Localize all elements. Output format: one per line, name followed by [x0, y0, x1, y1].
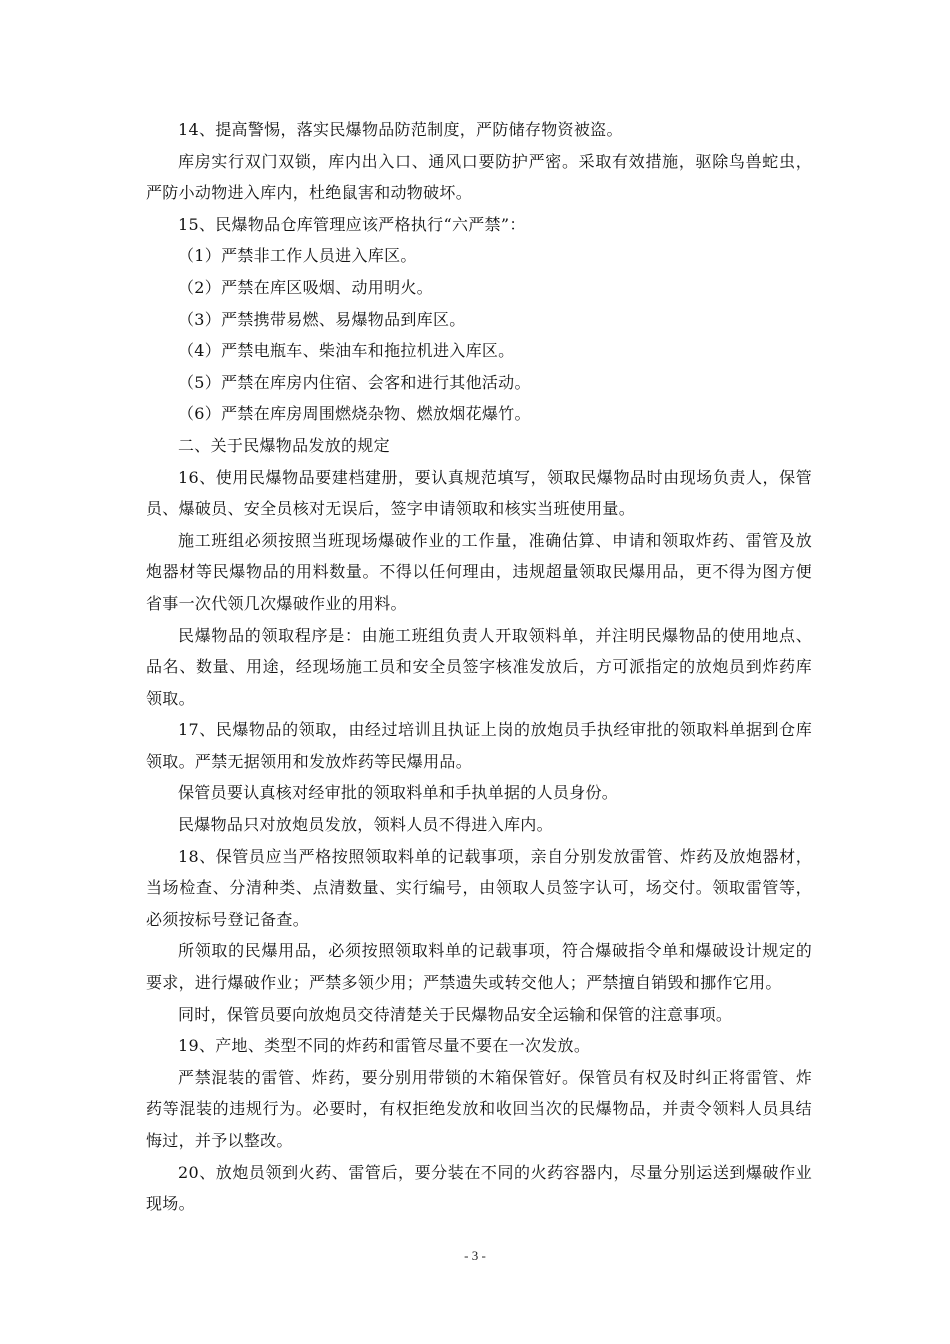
document-body — [146, 114, 812, 1220]
paragraph-safety-notes: 同时，保管员要向放炮员交待清楚关于民爆物品安全运输和保管的注意事项。 — [178, 1004, 733, 1024]
paragraph-construction-team: 施工班组必须按照当班现场爆破作业的工作量，准确估算、申请和领取炸药、雷管及放炮器材等民爆物品的用料数量。不得以任何理由，违规超量领取民爆用品，更不得为图方便省事一次代领几次爆破作业的用料。 — [146, 530, 812, 613]
paragraph-20: 20、放炮员领到火药、雷管后，要分装在不同的火药容器内，尽量分别运送到爆破作业现场。 — [146, 1162, 812, 1214]
paragraph-16: 16、使用民爆物品要建档建册，要认真规范填写，领取民爆物品时由现场负责人，保管员、爆破员、安全员核对无误后，签字申请领取和核实当班使用量。 — [146, 467, 812, 519]
list-item: （6）严禁在库房周围燃烧杂物、燃放烟花爆竹。 — [178, 404, 531, 424]
paragraph-storage-security: 库房实行双门双锁，库内出入口、通风口要防护严密。采取有效措施，驱除鸟兽蛇虫，严防小动物进入库内，杜绝鼠害和动物破坏。 — [146, 151, 812, 203]
paragraph-14: 14、提高警惕，落实民爆物品防范制度，严防储存物资被盗。 — [178, 120, 623, 139]
list-item: （5）严禁在库房内住宿、会客和进行其他活动。 — [178, 372, 531, 392]
paragraph-usage-requirements: 所领取的民爆用品，必须按照领取料单的记载事项，符合爆破指令单和爆破设计规定的要求，进行爆破作业；严禁多领少用；严禁遗失或转交他人；严禁擅自销毁和挪作它用。 — [146, 941, 812, 993]
paragraph-19: 19、产地、类型不同的炸药和雷管尽量不要在一次发放。 — [178, 1036, 591, 1056]
list-item: （1）严禁非工作人员进入库区。 — [178, 246, 417, 266]
paragraph-no-mixing: 严禁混装的雷管、炸药，要分别用带锁的木箱保管好。保管员有权及时纠正将雷管、炸药等混装的违规行为。必要时，有权拒绝发放和收回当次的民爆物品，并责令领料人员具结悔过，并予以整改。 — [146, 1067, 812, 1150]
paragraph-18: 18、保管员应当严格按照领取料单的记载事项，亲自分别发放雷管、炸药及放炮器材，当场检查、分清种类、点清数量、实行编号，由领取人员签字认可，场交付。领取雷管等，必须按标号登记备查。 — [146, 846, 812, 929]
list-item: （4）严禁电瓶车、柴油车和拖拉机进入库区。 — [178, 341, 515, 361]
paragraph-verify-identity: 保管员要认真核对经审批的领取料单和手执单据的人员身份。 — [178, 783, 619, 803]
paragraph-collection-procedure: 民爆物品的领取程序是：由施工班组负责人开取领料单，并注明民爆物品的使用地点、品名、数量、用途，经现场施工员和安全员签字核准发放后，方可派指定的放炮员到炸药库领取。 — [146, 625, 812, 708]
list-item: （3）严禁携带易燃、易爆物品到库区。 — [178, 309, 466, 329]
paragraph-17: 17、民爆物品的领取，由经过培训且执证上岗的放炮员手执经审批的领取料单据到仓库领取。严禁无据领用和发放炸药等民爆用品。 — [146, 720, 812, 771]
list-item: （2）严禁在库区吸烟、动用明火。 — [178, 277, 433, 297]
paragraph-issue-to-blaster: 民爆物品只对放炮员发放，领料人员不得进入库内。 — [178, 815, 553, 835]
page-number: - 3 - — [464, 1248, 486, 1263]
paragraph-15: 15、民爆物品仓库管理应该严格执行“六严禁”： — [178, 214, 526, 234]
section-heading: 二、关于民爆物品发放的规定 — [178, 435, 390, 455]
